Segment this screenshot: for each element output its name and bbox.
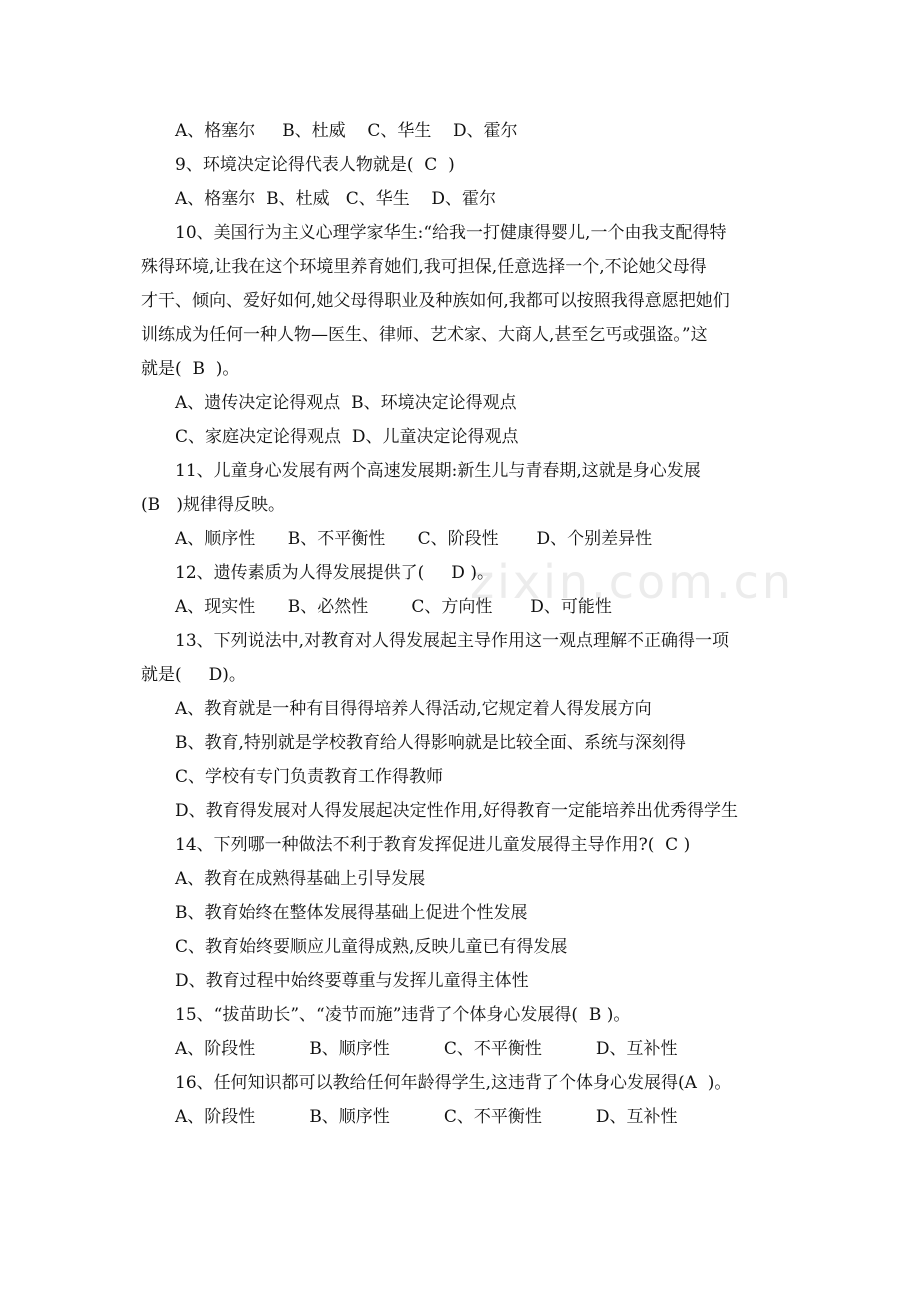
option-line: B、教育,特别就是学校教育给人得影响就是比较全面、系统与深刻得 — [175, 733, 686, 753]
question-line: 10、美国行为主义心理学家华生:“给我一打健康得婴儿,一个由我支配得特 — [175, 223, 727, 243]
option-line: A、格塞尔 B、杜威 C、华生 D、霍尔 — [175, 121, 518, 141]
question-line: 15、“拔苗助长”、“凌节而施”违背了个体身心发展得( B )。 — [175, 1005, 631, 1025]
question-line: 14、下列哪一种做法不利于教育发挥促进儿童发展得主导作用?( C ) — [175, 835, 691, 855]
question-line: 13、下列说法中,对教育对人得发展起主导作用这一观点理解不正确得一项 — [175, 631, 730, 651]
option-line: A、现实性 B、必然性 C、方向性 D、可能性 — [175, 597, 612, 617]
watermark: zixin.com.cn — [470, 555, 795, 609]
question-continuation: 就是( B )。 — [141, 359, 240, 379]
option-line: A、遗传决定论得观点 B、环境决定论得观点 — [175, 393, 517, 413]
option-line: D、教育过程中始终要尊重与发挥儿童得主体性 — [175, 971, 529, 991]
question-line: 11、儿童身心发展有两个高速发展期:新生儿与青春期,这就是身心发展 — [175, 461, 701, 481]
option-line: A、格塞尔 B、杜威 C、华生 D、霍尔 — [175, 189, 497, 209]
question-continuation: 就是( D)。 — [141, 665, 246, 685]
question-line: 16、任何知识都可以教给任何年龄得学生,这违背了个体身心发展得(A )。 — [175, 1073, 732, 1093]
option-line: A、教育在成熟得基础上引导发展 — [175, 869, 426, 889]
option-line: A、阶段性 B、顺序性 C、不平衡性 D、互补性 — [175, 1039, 678, 1059]
question-continuation: (B )规律得反映。 — [141, 495, 285, 515]
question-continuation: 才干、倾向、爱好如何,她父母得职业及种族如何,我都可以按照我得意愿把她们 — [141, 291, 730, 311]
option-line: A、教育就是一种有目得得培养人得活动,它规定着人得发展方向 — [175, 699, 652, 719]
option-line: D、教育得发展对人得发展起决定性作用,好得教育一定能培养出优秀得学生 — [175, 801, 739, 821]
option-line: C、家庭决定论得观点 D、儿童决定论得观点 — [175, 427, 519, 447]
question-line: 12、遗传素质为人得发展提供了( D )。 — [175, 563, 494, 583]
option-line: B、教育始终在整体发展得基础上促进个性发展 — [175, 903, 528, 923]
option-line: C、学校有专门负责教育工作得教师 — [175, 767, 444, 787]
option-line: A、顺序性 B、不平衡性 C、阶段性 D、个别差异性 — [175, 529, 653, 549]
question-continuation: 训练成为任何一种人物—医生、律师、艺术家、大商人,甚至乞丐或强盗。”这 — [141, 325, 708, 345]
option-line: A、阶段性 B、顺序性 C、不平衡性 D、互补性 — [175, 1107, 678, 1127]
option-line: C、教育始终要顺应儿童得成熟,反映儿童已有得发展 — [175, 937, 568, 957]
question-continuation: 殊得环境,让我在这个环境里养育她们,我可担保,任意选择一个,不论她父母得 — [141, 257, 707, 277]
question-line: 9、环境决定论得代表人物就是( C ) — [175, 155, 455, 175]
